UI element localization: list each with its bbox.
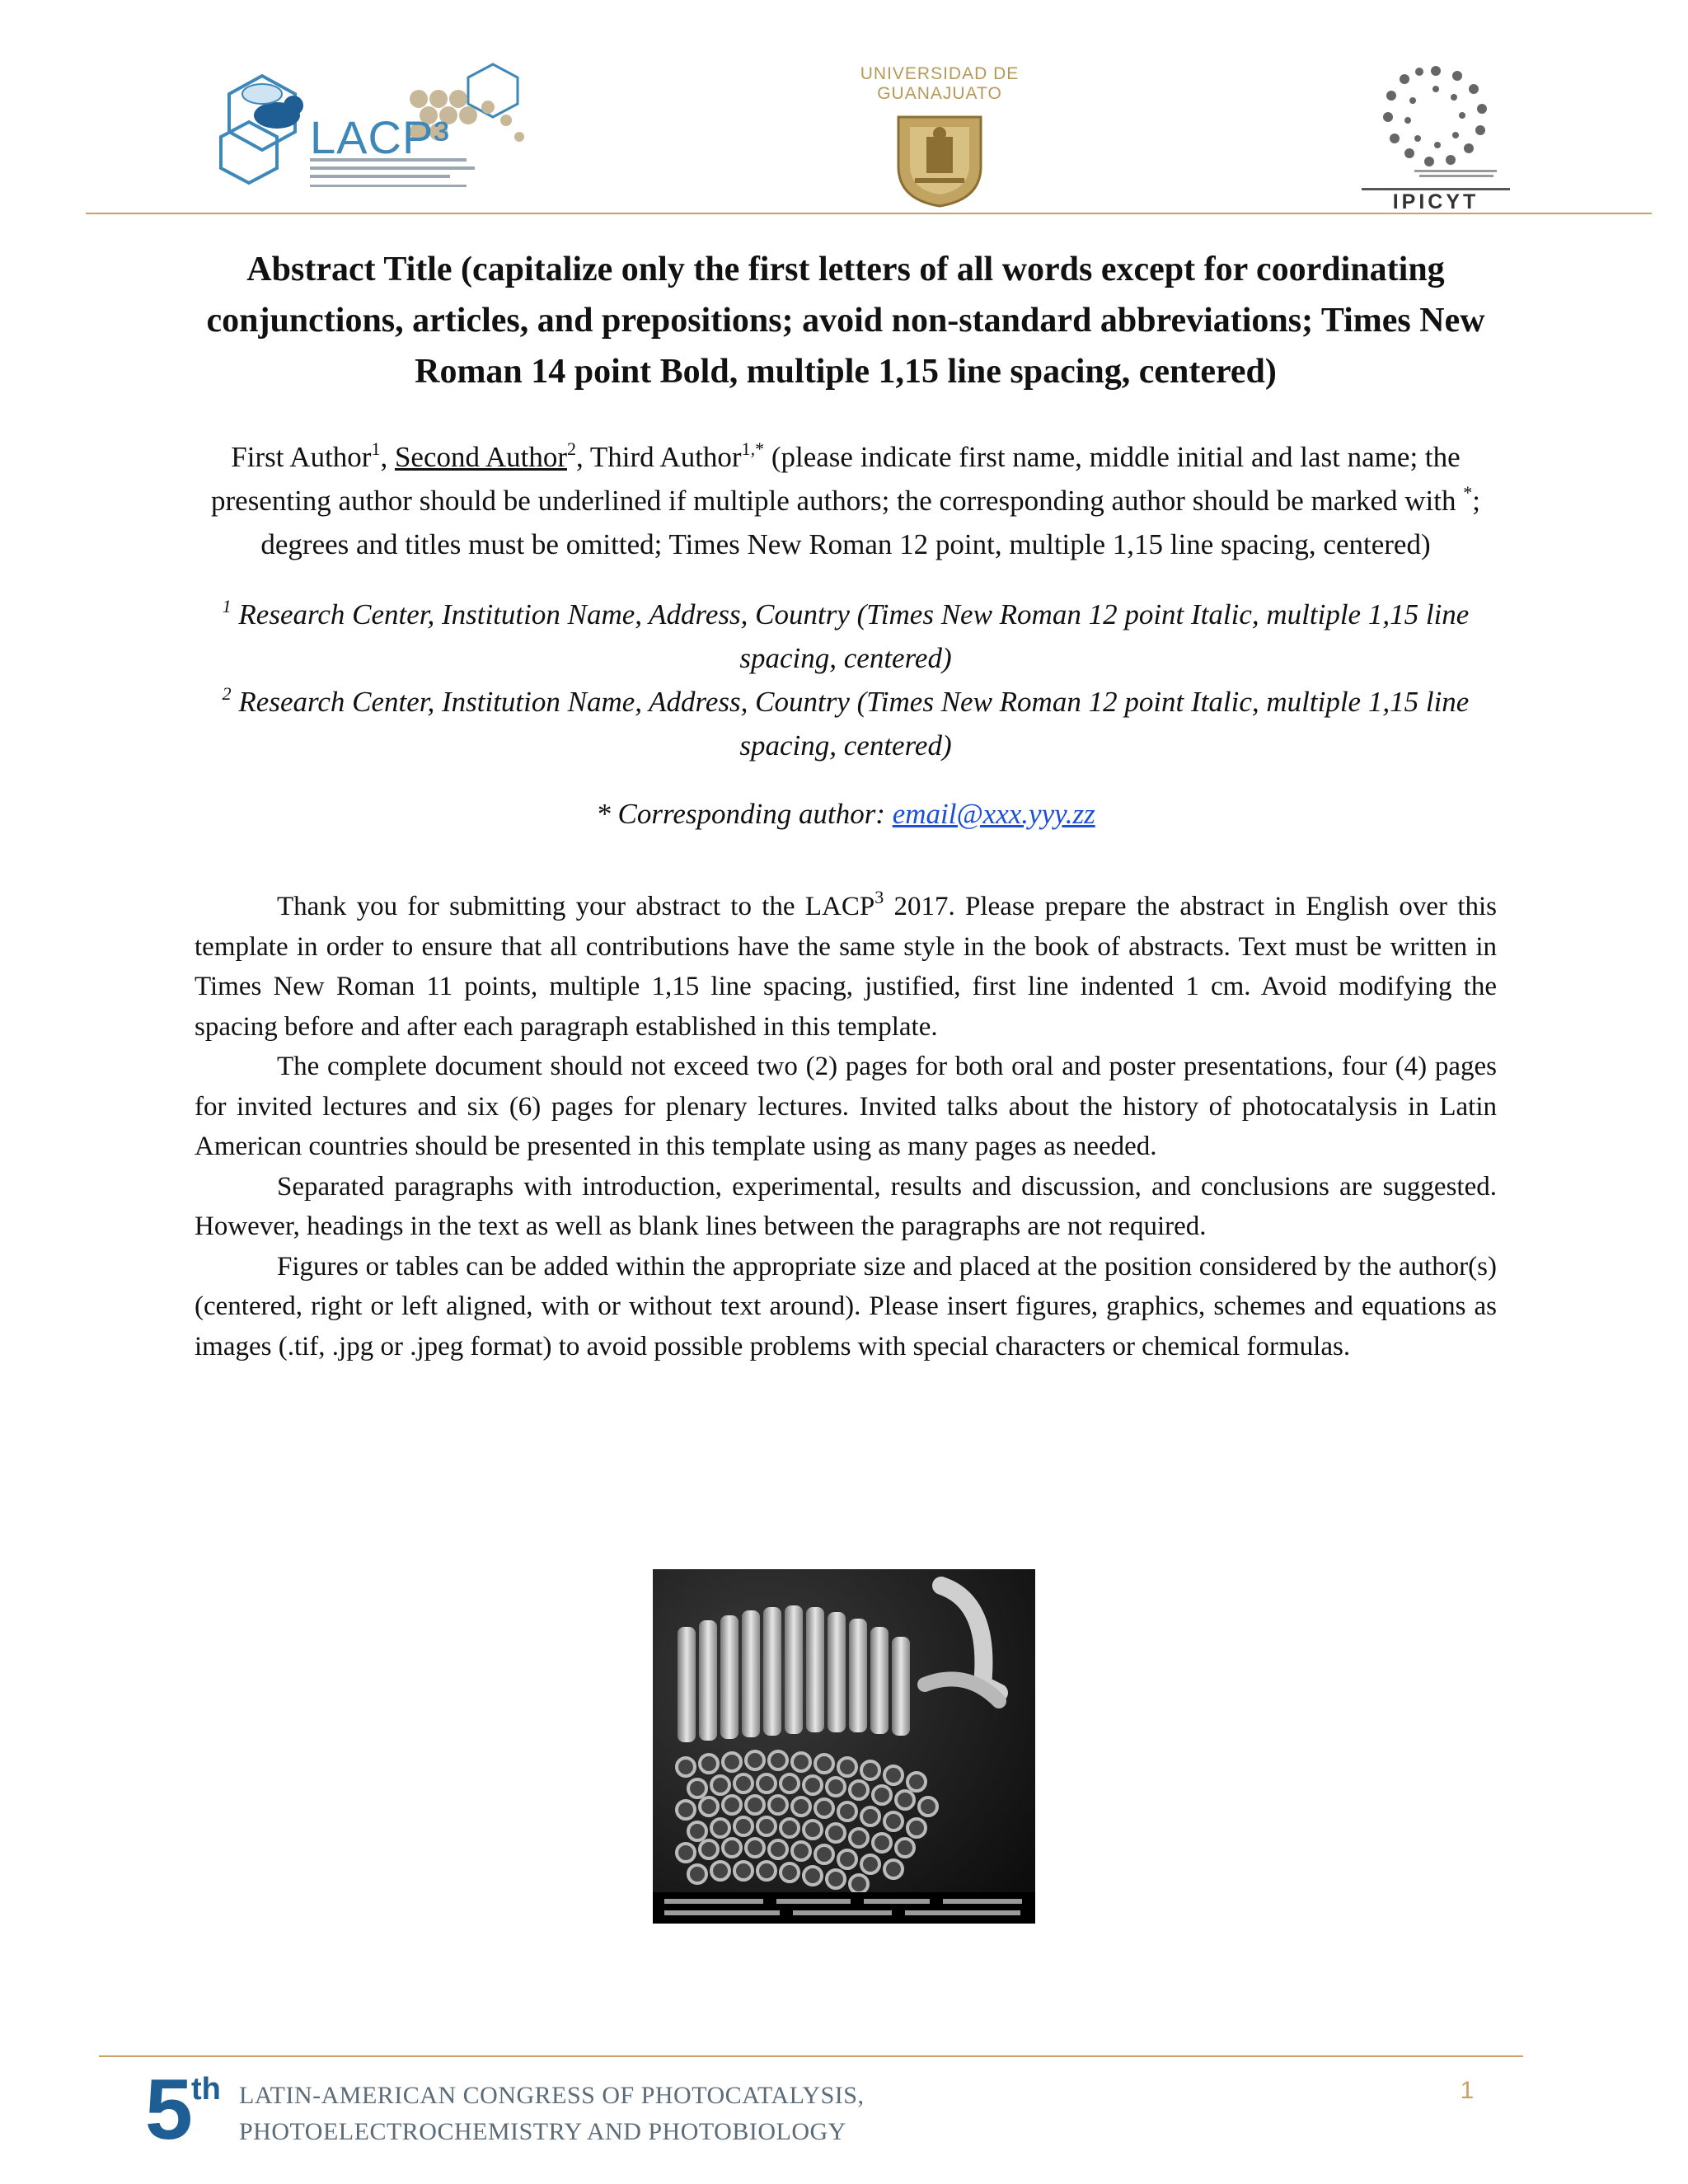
paragraph-1-a: Thank you for submitting your abstract to the LACP [277, 892, 875, 921]
sem-micrograph-figure [653, 1569, 1035, 1924]
paragraph-1 [195, 887, 1497, 1047]
second-author: Second Author [394, 441, 567, 473]
affiliation-2 [195, 680, 1497, 767]
affiliation-2-text: Research Center, Institution Name, Address, Country (Times New Roman 12 point Italic, multiple 1,15 line spacing, centered) [238, 686, 1470, 762]
paragraph-3: Separated paragraphs with introduction, experimental, results and discussion, and conclusions are suggested. However, headings in the text as well as blank lines between the paragraphs are not required. [195, 1171, 1497, 1241]
email-link[interactable]: email@xxx.yyy.zz [892, 798, 1095, 830]
affiliation-1-sup: 1 [222, 596, 232, 616]
paragraph-4: Figures or tables can be added within the appropriate size and placed at the position considered by the author(s) (centered, right or left aligned, with or without text around). Please insert figures, graphics, schemes and equations as images (.tif, .jpg or .jpeg format) to avoid possible problems with special characters or chemical formulas. [195, 1251, 1497, 1361]
affiliation-1-text: Research Center, Institution Name, Address, Country (Times New Roman 12 point Italic, multiple 1,15 line spacing, centered) [238, 598, 1470, 674]
ipicyt-ring-icon [1362, 56, 1510, 180]
third-author-sup: 1,* [741, 438, 765, 459]
abstract-content [195, 244, 1497, 1366]
university-logo [849, 64, 1030, 213]
paragraph-2: The complete document should not exceed two (2) pages for both oral and poster presentations, four (4) pages for invited lectures and six (6) pages for plenary lectures. Invited talks about the history of photocatalysis in Latin American countries should be presented in this template using as many pages as needed. [195, 1052, 1497, 1161]
footer-divider [99, 2055, 1523, 2057]
author-instructions-star: * [1463, 482, 1473, 503]
lacp-logo [213, 61, 575, 194]
first-author: First Author [231, 441, 372, 473]
lacp-wordmark: LACP³ [310, 111, 450, 163]
first-author-sup: 1 [371, 438, 381, 459]
third-author: Third Author [589, 441, 742, 473]
affiliation-2-sup: 2 [222, 683, 232, 704]
banner-number: 5 [145, 2062, 193, 2158]
corresponding-label: * Corresponding author: [596, 798, 893, 830]
abstract-body [195, 887, 1497, 1366]
author-instructions-b: ; degrees and titles must be omitted; Times New Roman 12 point, multiple 1,15 line spacing, centered) [260, 485, 1480, 560]
corresponding-author [195, 792, 1497, 836]
ipicyt-logo [1362, 56, 1510, 213]
university-name: UNIVERSIDAD DE GUANAJUATO [860, 64, 1020, 103]
affiliation-1 [195, 593, 1497, 680]
abstract-title: Abstract Title (capitalize only the first letters of all words except for coordinating conjunctions, articles, and prepositions; avoid non-standard abbreviations; Times New Roman 14 point Bold, multiple 1,15 line spacing, centered) [206, 251, 1485, 391]
banner-line-2: PHOTOELECTROCHEMISTRY AND PHOTOBIOLOGY [239, 2118, 846, 2145]
banner-superscript: th [191, 2072, 221, 2107]
nanotube-micrograph-image [653, 1569, 1035, 1924]
page-number: 1 [1460, 2077, 1475, 2104]
ipicyt-name: IPICYT [1362, 188, 1510, 214]
header-divider [86, 213, 1652, 214]
congress-banner [145, 2062, 887, 2171]
university-seal-icon [890, 109, 989, 208]
author-list: First Author$^1$, Second Author$^2$, Third Author$^{1,*}$ (please indicate first name, middle initial and last name; the presenting author should be underlined if multiple authors; the corresponding author should be marked with *; degrees and titles must be omitted; Times New Roman 12 point, multiple 1,15 line spacing, centered) [211, 438, 1480, 560]
page-header [0, 0, 1688, 216]
paragraph-1-sup: 3 [874, 887, 884, 907]
second-author-sup: 2 [566, 438, 576, 459]
banner-line-1: LATIN-AMERICAN CONGRESS OF PHOTOCATALYSIS, [239, 2082, 865, 2109]
author-instructions-a: (please indicate first name, middle initial and last name; the presenting author should be underlined if multiple authors; the corresponding author should be marked with [211, 441, 1464, 517]
paragraph-1-b: 2017. Please prepare the abstract in English over this template in order to ensure that all contributions have the same style in the book of abstracts. Text must be written in Times New Roman 11 points, multiple 1,15 line spacing, justified, first line indented 1 cm. Avoid modifying the spacing before and after each paragraph established in this template. [195, 892, 1497, 1042]
